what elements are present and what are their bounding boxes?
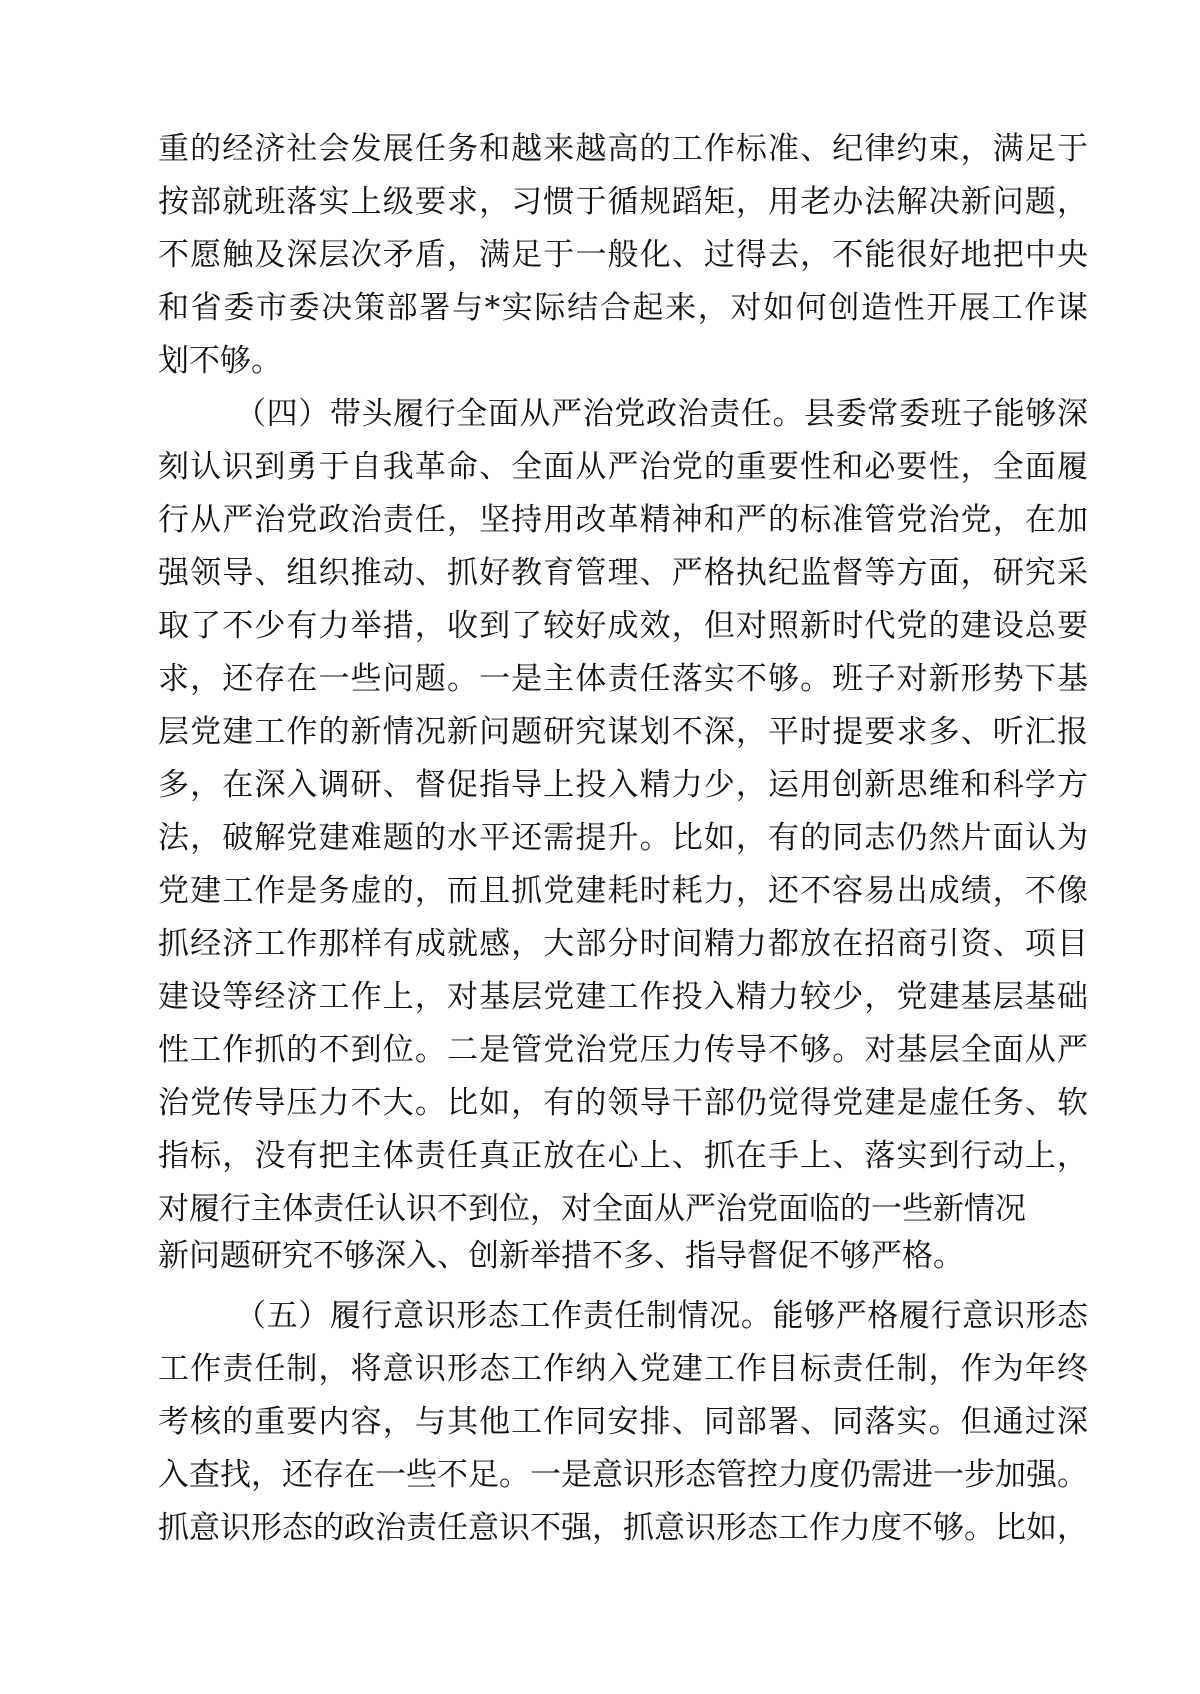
- text-line: 对履行主体责任认识不到位，对全面从严治党面临的一些新情况: [158, 1191, 1026, 1227]
- text-line: 按部就班落实上级要求，习惯于循规蹈矩，用老办法解决新问题，: [158, 184, 1088, 220]
- text-line: 入查找，还存在一些不足。一是意识形态管控力度仍需进一步加强。: [158, 1457, 1088, 1493]
- text-line: 治党传导压力不大。比如，有的领导干部仍觉得党建是虚任务、软: [158, 1085, 1088, 1121]
- text-line: 新问题研究不够深入、创新举措不多、指导督促不够严格。: [158, 1238, 964, 1274]
- text-line: 取了不少有力举措，收到了较好成效，但对照新时代党的建设总要: [158, 608, 1088, 644]
- text-line: 重的经济社会发展任务和越来越高的工作标准、纪律约束，满足于: [158, 131, 1088, 167]
- text-line: 党建工作是务虚的，而且抓党建耗时耗力，还不容易出成绩，不像: [158, 873, 1088, 909]
- text-line: 和省委市委决策部署与*实际结合起来，对如何创造性开展工作谋: [158, 290, 1088, 326]
- text-line: 划不够。: [158, 343, 282, 379]
- text-line: 指标，没有把主体责任真正放在心上、抓在手上、落实到行动上，: [158, 1138, 1088, 1174]
- text-line: 刻认识到勇于自我革命、全面从严治党的重要性和必要性，全面履: [158, 449, 1088, 485]
- text-line: 强领导、组织推动、抓好教育管理、严格执纪监督等方面，研究采: [158, 555, 1088, 591]
- text-line: 层党建工作的新情况新问题研究谋划不深，平时提要求多、听汇报: [158, 714, 1088, 750]
- section-heading-line: （五）履行意识形态工作责任制情况。能够严格履行意识形态: [235, 1298, 1088, 1334]
- text-line: 法，破解党建难题的水平还需提升。比如，有的同志仍然片面认为: [158, 820, 1088, 856]
- text-line: 建设等经济工作上，对基层党建工作投入精力较少，党建基层基础: [158, 979, 1088, 1015]
- text-line: 抓意识形态的政治责任意识不强，抓意识形态工作力度不够。比如，: [158, 1510, 1088, 1546]
- text-line: 工作责任制，将意识形态工作纳入党建工作目标责任制，作为年终: [158, 1351, 1088, 1387]
- text-line: 不愿触及深层次矛盾，满足于一般化、过得去，不能很好地把中央: [158, 237, 1088, 273]
- text-line: 抓经济工作那样有成就感，大部分时间精力都放在招商引资、项目: [158, 926, 1088, 962]
- section-heading-line: （四）带头履行全面从严治党政治责任。县委常委班子能够深: [235, 396, 1088, 432]
- text-line: 考核的重要内容，与其他工作同安排、同部署、同落实。但通过深: [158, 1404, 1088, 1440]
- text-line: 性工作抓的不到位。二是管党治党压力传导不够。对基层全面从严: [158, 1032, 1088, 1068]
- text-line: 多，在深入调研、督促指导上投入精力少，运用创新思维和科学方: [158, 767, 1088, 803]
- text-line: 求，还存在一些问题。一是主体责任落实不够。班子对新形势下基: [158, 661, 1088, 697]
- text-line: 行从严治党政治责任，坚持用改革精神和严的标准管党治党，在加: [158, 502, 1088, 538]
